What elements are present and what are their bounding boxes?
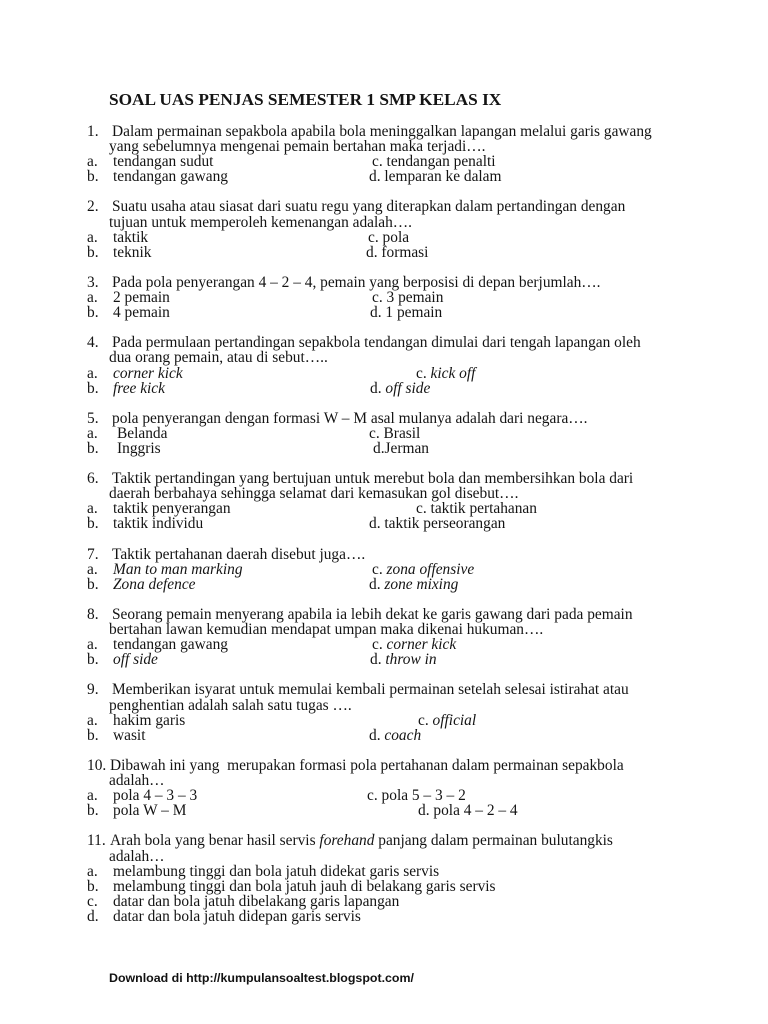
option-row	[87, 501, 687, 516]
option-letter: c.	[416, 500, 427, 518]
option-text: taktik penyerangan	[113, 500, 231, 518]
option-letter: c.	[372, 636, 383, 654]
question-number: 9.	[87, 681, 99, 699]
question-stem	[87, 471, 687, 501]
question-stem	[87, 275, 687, 290]
option-letter: d.	[366, 243, 378, 261]
option-right	[372, 637, 456, 652]
question-10	[87, 758, 687, 818]
question-text-part: Arah bola yang benar hasil servis	[110, 832, 320, 850]
question-text-italic-term: forehand	[319, 832, 375, 850]
option-letter: d.	[418, 802, 430, 820]
option-right	[372, 562, 474, 577]
option-letter: b.	[87, 651, 99, 669]
option-letter: d.	[87, 907, 99, 925]
option-letter: d.	[370, 379, 382, 397]
option-letter: c.	[368, 228, 379, 246]
question-stem	[87, 199, 687, 229]
option-right	[418, 803, 518, 818]
option-letter: a.	[87, 500, 98, 518]
option-letter: b.	[87, 515, 99, 533]
option-text: wasit	[113, 726, 146, 744]
option-text: pola 4 – 2 – 4	[433, 802, 518, 820]
option-right	[369, 728, 421, 743]
option-text: taktik pertahanan	[430, 500, 537, 518]
option-right	[373, 441, 429, 456]
option-row	[87, 864, 687, 879]
option-right	[369, 577, 458, 592]
option-text: Inggris	[117, 439, 161, 457]
question-8	[87, 607, 687, 667]
option-letter: b.	[87, 304, 99, 322]
option-text: teknik	[113, 243, 152, 261]
option-letter: b.	[87, 168, 99, 186]
option-right	[366, 245, 428, 260]
option-text: 4 pemain	[113, 304, 170, 322]
option-letter: a.	[87, 711, 98, 729]
option-text: free kick	[113, 379, 165, 397]
option-right	[416, 366, 475, 381]
question-number: 5.	[87, 409, 99, 427]
option-right	[367, 788, 466, 803]
option-letter: b.	[87, 802, 99, 820]
option-letter: a.	[87, 289, 98, 307]
question-number: 1.	[87, 123, 99, 140]
option-letter: d.	[370, 304, 382, 322]
question-number: 6.	[87, 470, 99, 488]
question-text: Suatu usaha atau siasat dari suatu regu yang diterapkan dalam pertandingan dengan tujuan untuk memperoleh kemenangan adalah….	[109, 198, 630, 231]
question-7	[87, 547, 687, 592]
option-letter: c.	[367, 787, 378, 805]
option-letter: c.	[372, 560, 383, 578]
option-text: pola 4 – 3 – 3	[113, 787, 198, 805]
question-number: 3.	[87, 273, 99, 291]
option-letter: d.	[370, 651, 382, 669]
option-text: 2 pemain	[113, 289, 170, 307]
question-stem	[87, 124, 687, 154]
option-row	[87, 788, 687, 803]
option-row	[87, 290, 687, 305]
option-row	[87, 169, 687, 184]
option-letter: b.	[87, 575, 99, 593]
option-text: coach	[384, 726, 422, 744]
option-row	[87, 803, 687, 818]
option-right	[369, 169, 502, 184]
option-text: pola W – M	[113, 802, 187, 820]
download-footer: Download di http://kumpulansoaltest.blogspot.com/	[109, 971, 414, 985]
question-6	[87, 471, 687, 531]
option-text: melambung tinggi dan bola jatuh jauh di belakang garis servis	[113, 877, 496, 895]
question-text: Seorang pemain menyerang apabila ia lebih dekat ke garis gawang dari pada pemain bertahan lawan kemudian mendapat umpan maka dikenai hukuman….	[109, 606, 637, 639]
option-text: formasi	[381, 243, 429, 261]
option-text: off side	[385, 379, 431, 397]
option-row	[87, 728, 687, 743]
question-stem	[87, 682, 687, 712]
question-9	[87, 682, 687, 742]
option-right	[369, 426, 420, 441]
option-row	[87, 516, 687, 531]
option-text: Belanda	[117, 424, 168, 442]
option-text: taktik perseorangan	[384, 515, 506, 533]
option-text: tendangan gawang	[113, 168, 228, 186]
option-row	[87, 894, 687, 909]
option-text: 3 pemain	[386, 289, 444, 307]
option-text: corner kick	[113, 364, 183, 382]
question-number: 10.	[87, 756, 107, 774]
option-row	[87, 562, 687, 577]
option-text: hakim garis	[113, 711, 186, 729]
option-letter: b.	[87, 877, 99, 895]
option-row	[87, 909, 687, 924]
option-letter: a.	[87, 228, 98, 246]
question-number: 4.	[87, 334, 99, 352]
option-row	[87, 879, 687, 894]
option-row	[87, 381, 687, 396]
option-letter: d.	[369, 168, 381, 186]
option-text: official	[432, 711, 477, 729]
option-row	[87, 230, 687, 245]
option-text: zona offensive	[386, 560, 475, 578]
option-row	[87, 245, 687, 260]
option-letter: d.	[369, 726, 381, 744]
question-stem	[87, 335, 687, 365]
option-right	[416, 501, 537, 516]
option-letter: b.	[87, 726, 99, 744]
option-row	[87, 577, 687, 592]
option-text: pola	[382, 228, 410, 246]
option-text: kick off	[430, 364, 476, 382]
question-text: Pada permulaan pertandingan sepakbola tendangan dimulai dari tengah lapangan oleh dua orang pemain, atau di sebut…..	[109, 334, 645, 367]
option-row	[87, 713, 687, 728]
question-5	[87, 411, 687, 456]
option-row	[87, 441, 687, 456]
question-text: Taktik pertandingan yang bertujuan untuk merebut bola dan membersihkan bola dari daerah berbahaya sehingga selamat dari kemasukan gol disebut….	[109, 470, 638, 503]
option-letter: c.	[87, 892, 98, 910]
option-letter: b.	[87, 379, 99, 397]
question-text: Memberikan isyarat untuk memulai kembali permainan setelah selesai istirahat atau penghentian adalah salah satu tugas ….	[109, 681, 633, 714]
option-row	[87, 366, 687, 381]
option-text: tendangan sudut	[113, 153, 214, 171]
option-text: zone mixing	[384, 575, 459, 593]
question-number: 8.	[87, 606, 99, 623]
option-text: corner kick	[386, 636, 457, 654]
option-right	[372, 290, 443, 305]
option-letter: c.	[372, 153, 383, 171]
option-row	[87, 154, 687, 169]
option-text: off side	[113, 651, 158, 669]
option-row	[87, 652, 687, 667]
question-stem	[87, 758, 687, 788]
question-1	[87, 124, 687, 184]
option-right	[370, 381, 430, 396]
option-letter: c.	[418, 711, 429, 729]
option-letter: b.	[87, 243, 99, 261]
option-right	[372, 154, 496, 169]
option-text: Brasil	[383, 424, 421, 442]
question-4	[87, 335, 687, 395]
question-number: 11.	[87, 832, 106, 850]
option-right	[370, 305, 442, 320]
option-text: Jerman	[384, 439, 429, 457]
question-stem	[87, 607, 687, 637]
option-letter: a.	[87, 862, 98, 880]
question-number: 7.	[87, 545, 99, 563]
option-row	[87, 426, 687, 441]
question-2	[87, 199, 687, 259]
option-row	[87, 305, 687, 320]
option-text: tendangan gawang	[113, 636, 228, 654]
option-text: taktik individu	[113, 515, 204, 533]
question-list	[87, 124, 687, 924]
option-right	[370, 652, 437, 667]
option-letter: d.	[373, 439, 385, 457]
option-text: Man to man marking	[113, 560, 243, 578]
question-text-part: panjang dalam permainan bulutangkis adalah…	[109, 832, 617, 865]
option-letter: a.	[87, 636, 98, 654]
question-text: Taktik pertahanan daerah disebut juga….	[112, 545, 366, 563]
question-text: Dibawah ini yang merupakan formasi pola pertahanan dalam permainan sepakbola adalah…	[109, 756, 628, 790]
option-text: throw in	[385, 651, 437, 669]
question-number: 2.	[87, 198, 99, 216]
option-letter: a.	[87, 153, 98, 171]
question-text: Dalam permainan sepakbola apabila bola meninggalkan lapangan melalui garis gawang yang sebelumnya mengenai pemain bertahan maka terjadi….	[109, 123, 656, 156]
option-right	[369, 516, 505, 531]
page-title: SOAL UAS PENJAS SEMESTER 1 SMP KELAS IX	[109, 90, 502, 109]
option-right	[418, 713, 476, 728]
option-text: lemparan ke dalam	[384, 168, 502, 186]
option-letter: c.	[416, 364, 427, 382]
option-text: Zona defence	[113, 575, 196, 593]
question-text: pola penyerangan dengan formasi W – M asal mulanya adalah dari negara….	[112, 409, 588, 427]
option-text: melambung tinggi dan bola jatuh didekat garis servis	[113, 862, 440, 880]
option-row	[87, 637, 687, 652]
question-stem	[87, 833, 687, 863]
question-text	[109, 833, 662, 863]
option-letter: a.	[87, 364, 98, 382]
option-letter: a.	[87, 424, 98, 442]
option-text: taktik	[113, 228, 149, 246]
question-stem	[87, 547, 687, 562]
option-text: datar dan bola jatuh didepan garis servis	[113, 907, 361, 925]
option-text: pola 5 – 3 – 2	[381, 787, 466, 805]
option-text: tendangan penalti	[386, 153, 496, 171]
question-stem	[87, 411, 687, 426]
option-letter: c.	[369, 424, 380, 442]
question-text: Pada pola penyerangan 4 – 2 – 4, pemain yang berposisi di depan berjumlah….	[112, 273, 601, 291]
question-11	[87, 833, 687, 924]
option-text: 1 pemain	[385, 304, 443, 322]
option-letter: c.	[372, 289, 383, 307]
option-letter: a.	[87, 560, 98, 578]
option-text: datar dan bola jatuh dibelakang garis lapangan	[113, 892, 400, 910]
option-letter: b.	[87, 439, 99, 457]
question-3	[87, 275, 687, 320]
option-letter: d.	[369, 575, 381, 593]
option-letter: d.	[369, 515, 381, 533]
option-letter: a.	[87, 787, 98, 805]
option-right	[368, 230, 409, 245]
